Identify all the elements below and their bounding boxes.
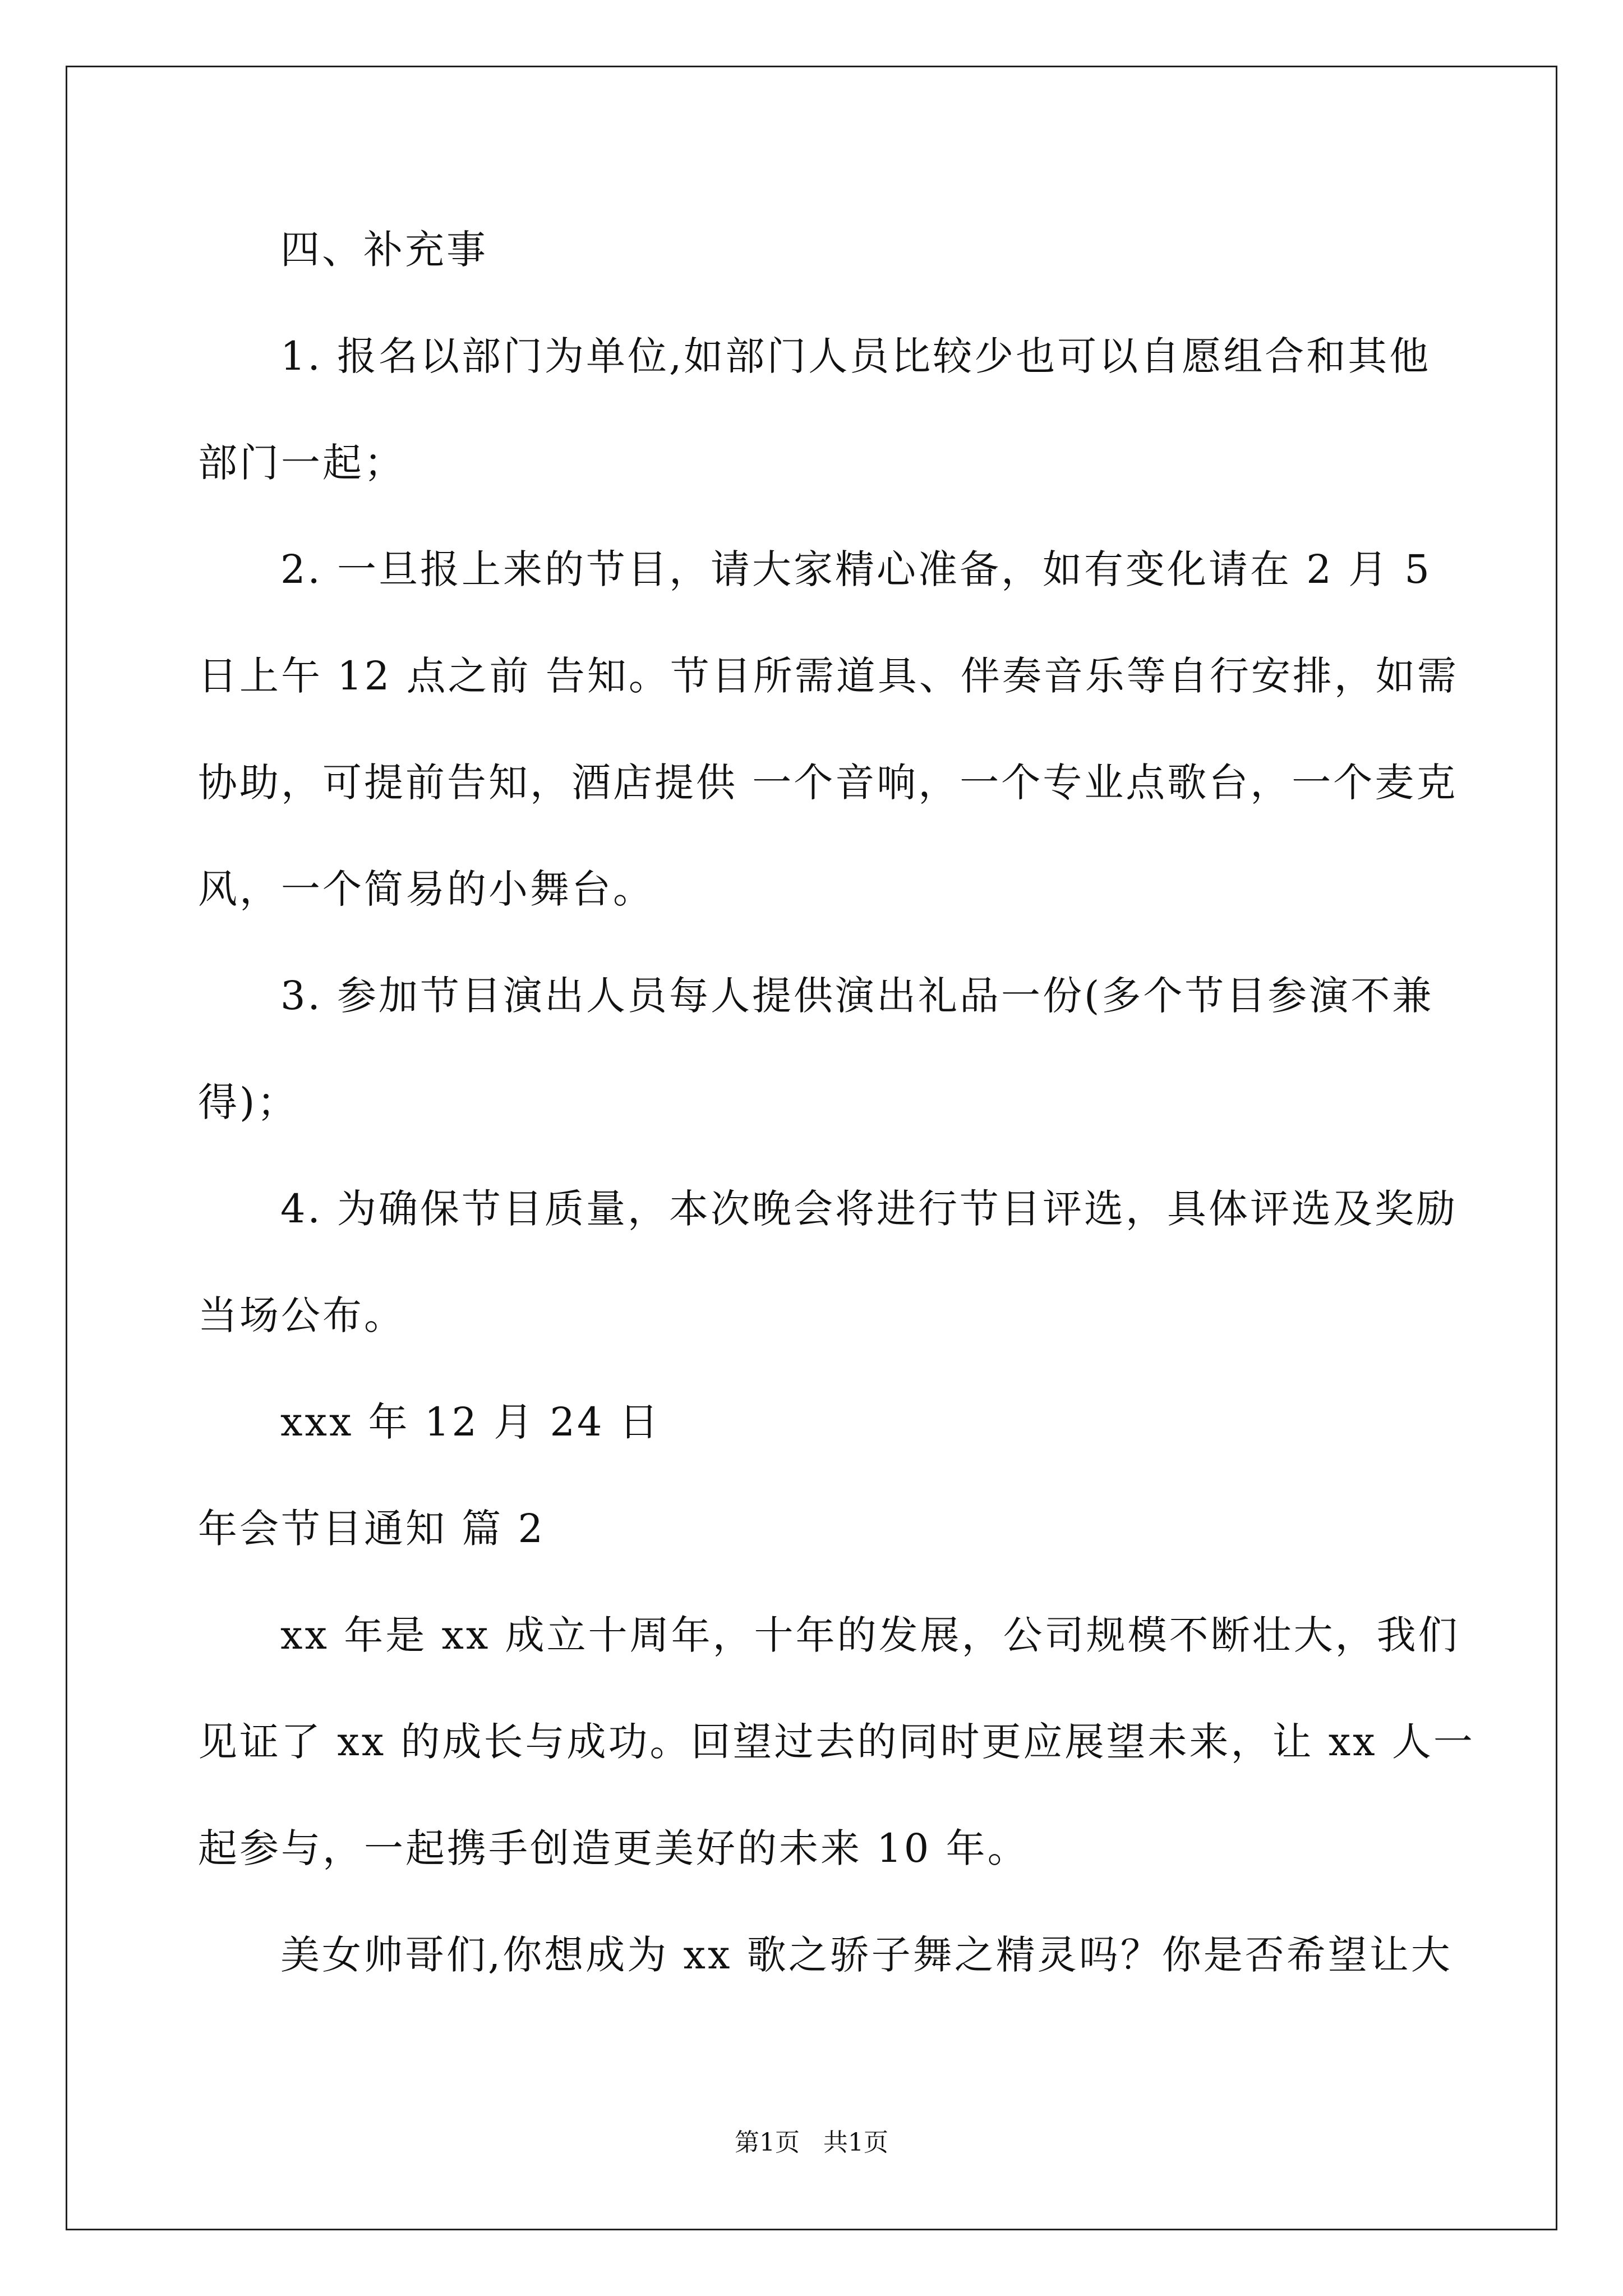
section-title: 年会节目通知 篇 2 bbox=[198, 1506, 546, 1552]
paragraph-line: 3. 参加节目演出人员每人提供演出礼品一份(多个节目参演不兼 bbox=[280, 973, 1434, 1019]
paragraph-line: 见证了 xx 的成长与成功。回望过去的同时更应展望未来，让 xx 人一 bbox=[198, 1719, 1475, 1765]
paragraph-line: 得)； bbox=[198, 1079, 299, 1125]
paragraph-line: 当场公布。 bbox=[198, 1292, 405, 1338]
page-border bbox=[66, 66, 1557, 2230]
paragraph-line: 日上午 12 点之前 告知。节目所需道具、伴奏音乐等自行安排，如需 bbox=[198, 653, 1459, 699]
document-date: xxx 年 12 月 24 日 bbox=[280, 1399, 661, 1445]
section-heading: 四、补充事 bbox=[280, 227, 488, 273]
page-footer: 第1页 共1页 bbox=[735, 2128, 888, 2157]
paragraph-line: 美女帅哥们,你想成为 xx 歌之骄子舞之精灵吗？你是否希望让大 bbox=[280, 1932, 1453, 1978]
paragraph-line: 风，一个简易的小舞台。 bbox=[198, 866, 654, 912]
paragraph-line: 起参与，一起携手创造更美好的未来 10 年。 bbox=[198, 1825, 1029, 1871]
paragraph-line: 1. 报名以部门为单位,如部门人员比较少也可以自愿组合和其他 bbox=[280, 333, 1431, 379]
paragraph-line: 协助，可提前告知，酒店提供 一个音响，一个专业点歌台，一个麦克 bbox=[198, 760, 1458, 806]
paragraph-line: xx 年是 xx 成立十周年，十年的发展，公司规模不断壮大，我们 bbox=[280, 1612, 1460, 1658]
paragraph-line: 部门一起； bbox=[198, 440, 405, 486]
paragraph-line: 4. 为确保节目质量，本次晚会将进行节目评选，具体评选及奖励 bbox=[280, 1186, 1458, 1232]
paragraph-line: 2. 一旦报上来的节目，请大家精心准备，如有变化请在 2 月 5 bbox=[280, 546, 1432, 592]
